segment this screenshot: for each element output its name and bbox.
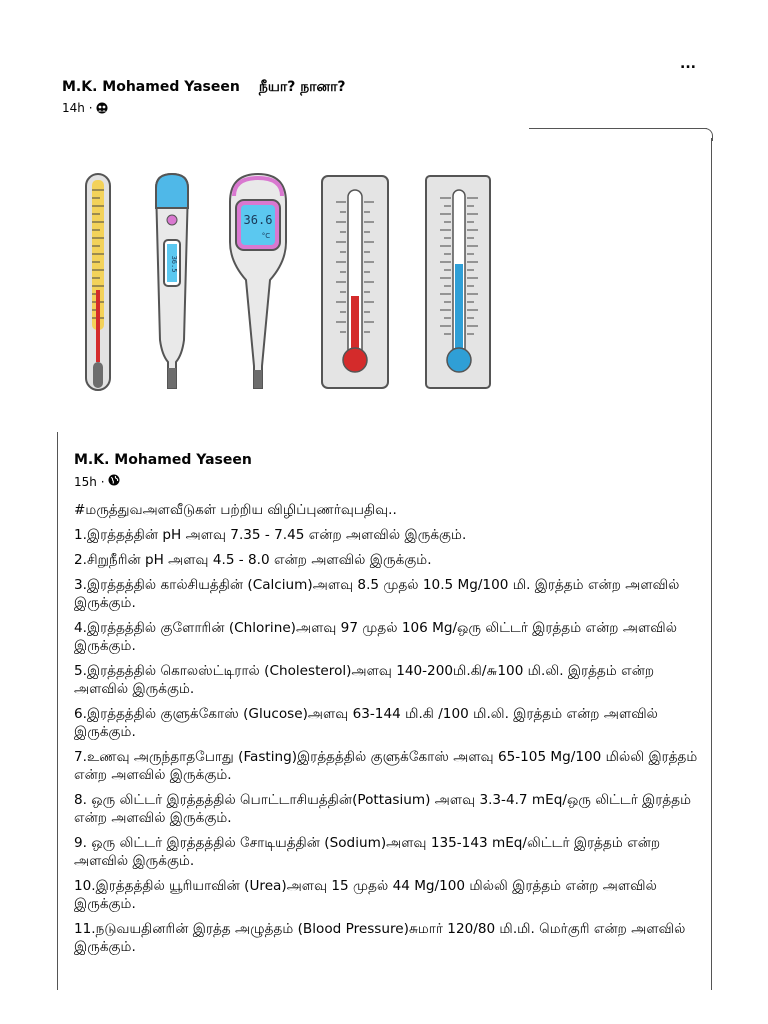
post-meta — [62, 101, 108, 115]
thermometers-image[interactable] — [48, 140, 528, 415]
friends-icon — [96, 102, 108, 114]
glass-thermometer-icon — [86, 174, 110, 390]
list-item: 4.இரத்தத்தில் குளோரின் (Chlorine)அளவு 97 முதல் 106 Mg/ஒரு லிட்டர் இரத்தம் என்ற அளவில் இருக்கும். — [74, 620, 677, 654]
post-header — [62, 76, 346, 97]
list-item: 2.சிறுநீரின் pH அளவு 4.5 - 8.0 என்ற அளவில் இருக்கும். — [74, 552, 432, 568]
shared-author-name[interactable]: M.K. Mohamed Yaseen — [74, 452, 252, 468]
blue-wall-thermometer-icon — [426, 176, 490, 388]
list-item: 11.நடுவயதினரின் இரத்த அழுத்தம் (Blood Pressure)சுமார் 120/80 மி.மி. மெர்குரி என்ற அளவில் இருக்கும். — [74, 921, 686, 955]
post-timestamp[interactable]: 14h · — [62, 101, 93, 115]
shared-frame-left — [57, 432, 58, 990]
list-item: 8. ஒரு லிட்டர் இரத்தத்தில் பொட்டாசியத்தின்(Pottasium) அளவு 3.3-4.7 mEq/ஒரு லிட்டர் இரத்தம் என்ற அளவில் இருக்கும். — [74, 792, 692, 826]
post-title: நீயா? நானா? — [258, 79, 346, 95]
digital-display-text: 36.6 — [243, 213, 273, 227]
list-item: 7.உணவு அருந்தாதபோது (Fasting)இரத்தத்தில் குளுக்கோஸ் அளவு 65-105 Mg/100 மில்லி இரத்தம் என்ற அளவில் இருக்கும். — [74, 749, 698, 783]
digital-unit-text: °C — [261, 232, 271, 240]
shared-post-body — [74, 501, 702, 963]
list-item: 10.இரத்தத்தில் யூரியாவின் (Urea)அளவு 15 முதல் 44 Mg/100 மில்லி இரத்தம் என்ற அளவில் இருக்கும். — [74, 878, 657, 912]
hashtag-link[interactable]: #மருத்துவஅளவீடுகள் பற்றிய விழிப்புணர்வுபதிவு.. — [74, 502, 397, 518]
list-item: 3.இரத்தத்தில் கால்சியத்தின் (Calcium)அளவு 8.5 முதல் 10.5 Mg/100 மி. இரத்தம் என்ற அளவில் இருக்கும். — [74, 577, 680, 611]
post-author-name[interactable]: M.K. Mohamed Yaseen — [62, 79, 240, 95]
small-display-text: 36.5 — [170, 255, 178, 273]
list-item: 1.இரத்தத்தின் pH அளவு 7.35 - 7.45 என்ற அளவில் இருக்கும். — [74, 527, 467, 543]
list-item: 5.இரத்தத்தில் கொலஸ்ட்டிரால் (Cholesterol)அளவு 140-200மி.கி/௬100 மி.லி. இரத்தம் என்ற அளவில் இருக்கும். — [74, 663, 655, 697]
shared-timestamp[interactable]: 15h · — [74, 474, 105, 489]
shared-post-meta — [74, 474, 120, 489]
shared-frame-top — [529, 128, 707, 129]
globe-icon — [108, 474, 120, 489]
wide-digital-thermometer-icon — [230, 174, 286, 388]
shared-frame-right — [711, 138, 712, 990]
slim-digital-thermometer-icon — [156, 174, 188, 388]
shared-post-header — [74, 449, 252, 468]
more-options-button[interactable]: ... — [680, 56, 696, 72]
list-item: 9. ஒரு லிட்டர் இரத்தத்தில் சோடியத்தின் (Sodium)அளவு 135-143 mEq/லிட்டர் இரத்தம் என்ற அளவில் இருக்கும். — [74, 835, 661, 869]
list-item: 6.இரத்தத்தில் குளுக்கோஸ் (Glucose)அளவு 63-144 மி.கி /100 மி.லி. இரத்தம் என்ற அளவில் இருக்கும். — [74, 706, 658, 740]
red-wall-thermometer-icon — [322, 176, 388, 388]
